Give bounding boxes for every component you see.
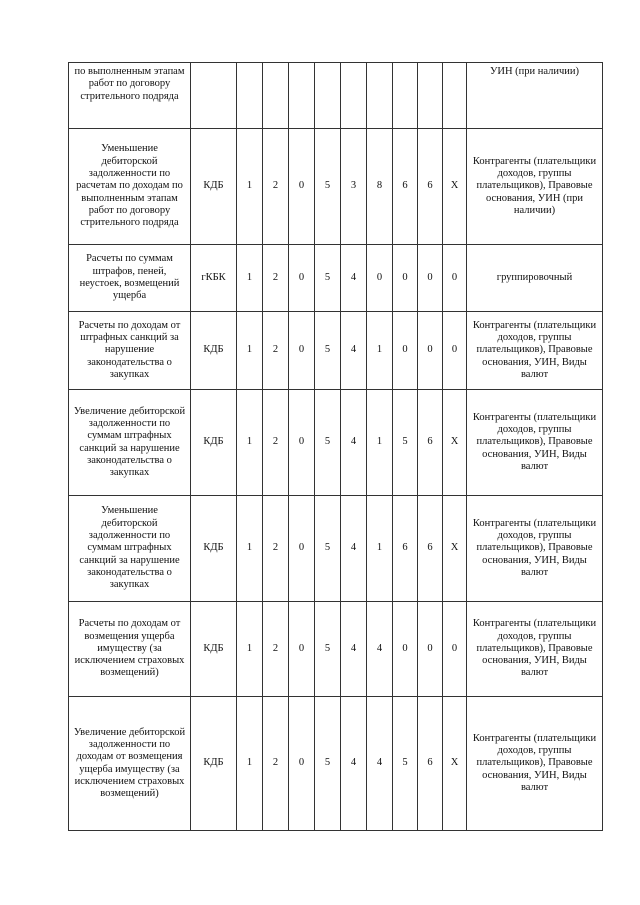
code-digit: 0	[289, 312, 315, 390]
code-digit: 1	[367, 312, 393, 390]
table-row	[69, 496, 603, 602]
account-name: Расчеты по доходам от возмещения ущерба имуществу (за исключением страховых возмещений)	[69, 602, 191, 697]
code-type: КДБ	[191, 496, 237, 602]
code-type	[191, 63, 237, 129]
code-digit: Х	[443, 697, 467, 831]
code-digit: 2	[263, 602, 289, 697]
code-digit: 5	[315, 390, 341, 496]
code-digit: 0	[393, 602, 418, 697]
account-name: Уменьшение дебиторской задолженности по суммам штрафных санкций за нарушение законодательства о закупках	[69, 496, 191, 602]
code-type: КДБ	[191, 390, 237, 496]
code-digit: 1	[237, 129, 263, 245]
table-row	[69, 63, 603, 129]
code-digit	[315, 63, 341, 129]
table-row	[69, 129, 603, 245]
code-digit: 0	[289, 602, 315, 697]
code-digit: 0	[367, 245, 393, 312]
code-digit: 1	[367, 390, 393, 496]
code-digit: 1	[237, 496, 263, 602]
code-digit: 1	[237, 602, 263, 697]
code-digit: 4	[341, 390, 367, 496]
table-row	[69, 312, 603, 390]
code-type: КДБ	[191, 312, 237, 390]
code-digit	[443, 63, 467, 129]
analytics-cell: Контрагенты (плательщики доходов, группы плательщиков), Правовые основания, УИН, Виды валют	[467, 496, 603, 602]
code-digit: 2	[263, 129, 289, 245]
analytics-cell: Контрагенты (плательщики доходов, группы плательщиков), Правовые основания, УИН (при наличии)	[467, 129, 603, 245]
code-digit: 5	[315, 129, 341, 245]
code-digit: 2	[263, 697, 289, 831]
code-digit: 0	[393, 245, 418, 312]
code-digit	[393, 63, 418, 129]
code-digit: 2	[263, 312, 289, 390]
account-name: Уменьшение дебиторской задолженности по расчетам по доходам по выполненным этапам работ по договору стрительного подряда	[69, 129, 191, 245]
code-digit: 5	[393, 390, 418, 496]
code-digit: 5	[315, 245, 341, 312]
code-digit: 0	[289, 245, 315, 312]
code-digit: 1	[237, 390, 263, 496]
code-type: КДБ	[191, 697, 237, 831]
code-type: КДБ	[191, 602, 237, 697]
code-digit: 5	[315, 602, 341, 697]
analytics-cell: УИН (при наличии)	[467, 63, 603, 129]
code-digit: Х	[443, 496, 467, 602]
code-digit: 0	[289, 496, 315, 602]
analytics-cell: Контрагенты (плательщики доходов, группы плательщиков), Правовые основания, УИН, Виды валют	[467, 602, 603, 697]
analytics-cell: Контрагенты (плательщики доходов, группы плательщиков), Правовые основания, УИН, Виды валют	[467, 312, 603, 390]
code-digit: Х	[443, 129, 467, 245]
code-digit: 1	[237, 312, 263, 390]
table-row	[69, 602, 603, 697]
code-digit: 1	[237, 245, 263, 312]
code-digit: 6	[418, 129, 443, 245]
code-digit: 4	[341, 602, 367, 697]
code-digit	[237, 63, 263, 129]
code-digit: 0	[289, 390, 315, 496]
code-digit: 4	[341, 312, 367, 390]
code-digit: 5	[315, 697, 341, 831]
code-digit: 1	[237, 697, 263, 831]
accounts-table	[68, 62, 603, 831]
code-digit: 5	[315, 312, 341, 390]
table-row	[69, 390, 603, 496]
code-digit: 4	[341, 697, 367, 831]
account-name: по выполненным этапам работ по договору стрительного подряда	[69, 63, 191, 129]
code-digit: 0	[418, 602, 443, 697]
analytics-cell: Контрагенты (плательщики доходов, группы плательщиков), Правовые основания, УИН, Виды валют	[467, 697, 603, 831]
code-digit: 3	[341, 129, 367, 245]
code-digit: Х	[443, 390, 467, 496]
code-digit: 2	[263, 245, 289, 312]
code-digit: 0	[443, 245, 467, 312]
code-digit: 6	[418, 697, 443, 831]
code-digit: 2	[263, 390, 289, 496]
code-digit: 0	[443, 312, 467, 390]
code-digit: 6	[418, 496, 443, 602]
analytics-cell: группировочный	[467, 245, 603, 312]
analytics-cell: Контрагенты (плательщики доходов, группы плательщиков), Правовые основания, УИН, Виды валют	[467, 390, 603, 496]
account-name: Увеличение дебиторской задолженности по суммам штрафных санкций за нарушение законодательства о закупках	[69, 390, 191, 496]
code-digit: 0	[393, 312, 418, 390]
code-digit: 4	[367, 697, 393, 831]
code-digit	[341, 63, 367, 129]
code-type: гКБК	[191, 245, 237, 312]
code-digit: 5	[393, 697, 418, 831]
account-name: Увеличение дебиторской задолженности по доходам от возмещения ущерба имуществу (за исключением страховых возмещений)	[69, 697, 191, 831]
code-digit: 6	[393, 129, 418, 245]
account-name: Расчеты по доходам от штрафных санкций за нарушение законодательства о закупках	[69, 312, 191, 390]
code-type: КДБ	[191, 129, 237, 245]
code-digit: 5	[315, 496, 341, 602]
code-digit	[263, 63, 289, 129]
code-digit: 1	[367, 496, 393, 602]
table-row	[69, 245, 603, 312]
account-name: Расчеты по суммам штрафов, пеней, неустоек, возмещений ущерба	[69, 245, 191, 312]
code-digit: 0	[443, 602, 467, 697]
code-digit: 4	[367, 602, 393, 697]
code-digit: 6	[393, 496, 418, 602]
code-digit: 8	[367, 129, 393, 245]
code-digit	[367, 63, 393, 129]
code-digit: 0	[289, 129, 315, 245]
code-digit: 2	[263, 496, 289, 602]
code-digit: 0	[289, 697, 315, 831]
code-digit: 0	[418, 245, 443, 312]
table-row	[69, 697, 603, 831]
code-digit: 4	[341, 496, 367, 602]
code-digit	[418, 63, 443, 129]
code-digit: 6	[418, 390, 443, 496]
code-digit: 0	[418, 312, 443, 390]
code-digit: 4	[341, 245, 367, 312]
code-digit	[289, 63, 315, 129]
